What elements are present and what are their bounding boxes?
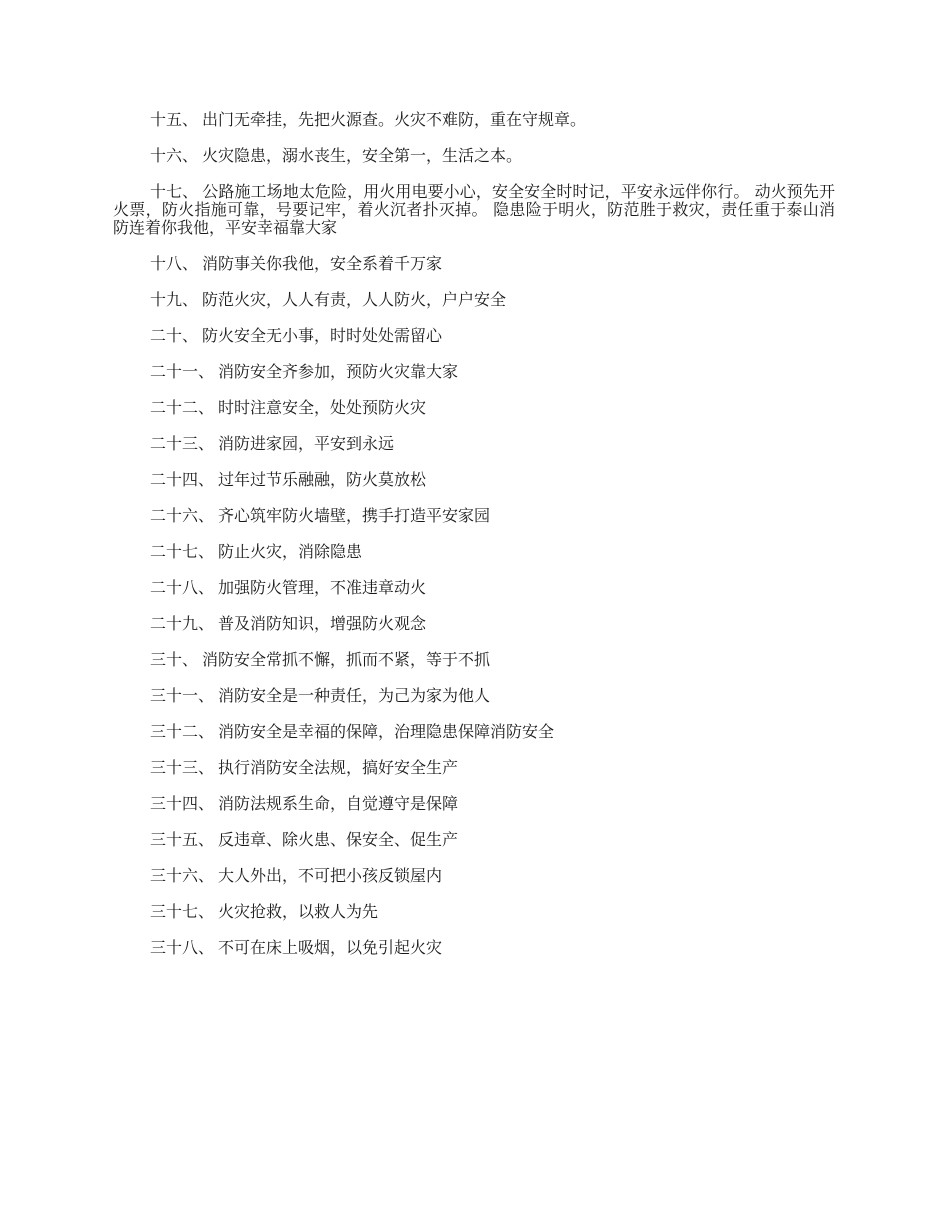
item-number: 三十、	[150, 650, 199, 669]
item-number: 三十八、	[150, 938, 215, 957]
item-text: 过年过节乐融融，防火莫放松	[218, 470, 427, 489]
paragraph-38	[113, 939, 835, 957]
item-number: 十九、	[150, 290, 199, 309]
document-body	[113, 111, 835, 975]
paragraph-26	[113, 507, 835, 525]
item-number: 二十六、	[150, 506, 215, 525]
paragraph-34	[113, 795, 835, 813]
paragraph-31	[113, 687, 835, 705]
paragraph-37	[113, 903, 835, 921]
item-number: 三十一、	[150, 686, 215, 705]
item-text: 消防事关你我他，安全系着千万家	[202, 254, 443, 273]
paragraph-27	[113, 543, 835, 561]
item-number: 二十三、	[150, 434, 215, 453]
item-text: 防范火灾，人人有责，人人防火，户户安全	[202, 290, 507, 309]
paragraph-15	[113, 111, 835, 129]
item-number: 十七、	[150, 182, 199, 201]
paragraph-30	[113, 651, 835, 669]
paragraph-23	[113, 435, 835, 453]
paragraph-21	[113, 363, 835, 381]
item-text: 消防安全齐参加，预防火灾靠大家	[218, 362, 459, 381]
paragraph-24	[113, 471, 835, 489]
item-number: 二十四、	[150, 470, 215, 489]
item-number: 十六、	[150, 146, 199, 165]
paragraph-33	[113, 759, 835, 777]
item-text: 消防法规系生命，自觉遵守是保障	[218, 794, 459, 813]
paragraph-19	[113, 291, 835, 309]
paragraph-28	[113, 579, 835, 597]
paragraph-29	[113, 615, 835, 633]
item-text: 消防安全是一种责任，为己为家为他人	[218, 686, 491, 705]
item-number: 三十六、	[150, 866, 215, 885]
item-text: 公路施工场地太危险，用火用电要小心，安全安全时时记，平安永远伴你行。 动火预先开火票，防火指施可靠，号要记牢，着火沉者扑灭掉。 隐患险于明火，防范胜于救灾，责任重于泰山消防连着你我他，平安幸福靠大家	[113, 182, 835, 237]
item-number: 三十五、	[150, 830, 215, 849]
item-text: 执行消防安全法规，搞好安全生产	[218, 758, 459, 777]
item-text: 时时注意安全，处处预防火灾	[218, 398, 427, 417]
paragraph-16	[113, 147, 835, 165]
item-number: 二十、	[150, 326, 199, 345]
item-text: 不可在床上吸烟，以免引起火灾	[218, 938, 443, 957]
item-number: 二十二、	[150, 398, 215, 417]
item-text: 火灾隐患，溺水丧生，安全第一，生活之本。	[202, 146, 523, 165]
item-text: 消防安全常抓不懈，抓而不紧，等于不抓	[202, 650, 491, 669]
item-number: 十八、	[150, 254, 199, 273]
item-text: 加强防火管理，不准违章动火	[218, 578, 427, 597]
item-text: 出门无牵挂，先把火源查。火灾不难防，重在守规章。	[202, 110, 587, 129]
item-text: 普及消防知识，增强防火观念	[218, 614, 427, 633]
item-text: 火灾抢救，以救人为先	[218, 902, 379, 921]
paragraph-22	[113, 399, 835, 417]
item-text: 防止火灾，消除隐患	[218, 542, 363, 561]
paragraph-20	[113, 327, 835, 345]
item-number: 三十二、	[150, 722, 215, 741]
paragraph-35	[113, 831, 835, 849]
paragraph-36	[113, 867, 835, 885]
item-number: 十五、	[150, 110, 199, 129]
item-text: 消防进家园，平安到永远	[218, 434, 395, 453]
item-text: 反违章、除火患、保安全、促生产	[218, 830, 459, 849]
item-number: 二十八、	[150, 578, 215, 597]
paragraph-32	[113, 723, 835, 741]
item-number: 三十七、	[150, 902, 215, 921]
item-text: 防火安全无小事，时时处处需留心	[202, 326, 443, 345]
item-number: 二十七、	[150, 542, 215, 561]
item-number: 三十三、	[150, 758, 215, 777]
item-text: 齐心筑牢防火墙壁，携手打造平安家园	[218, 506, 491, 525]
item-number: 二十一、	[150, 362, 215, 381]
item-number: 三十四、	[150, 794, 215, 813]
item-text: 大人外出，不可把小孩反锁屋内	[218, 866, 443, 885]
paragraph-18	[113, 255, 835, 273]
paragraph-17	[113, 183, 835, 237]
item-number: 二十九、	[150, 614, 215, 633]
item-text: 消防安全是幸福的保障，治理隐患保障消防安全	[218, 722, 555, 741]
